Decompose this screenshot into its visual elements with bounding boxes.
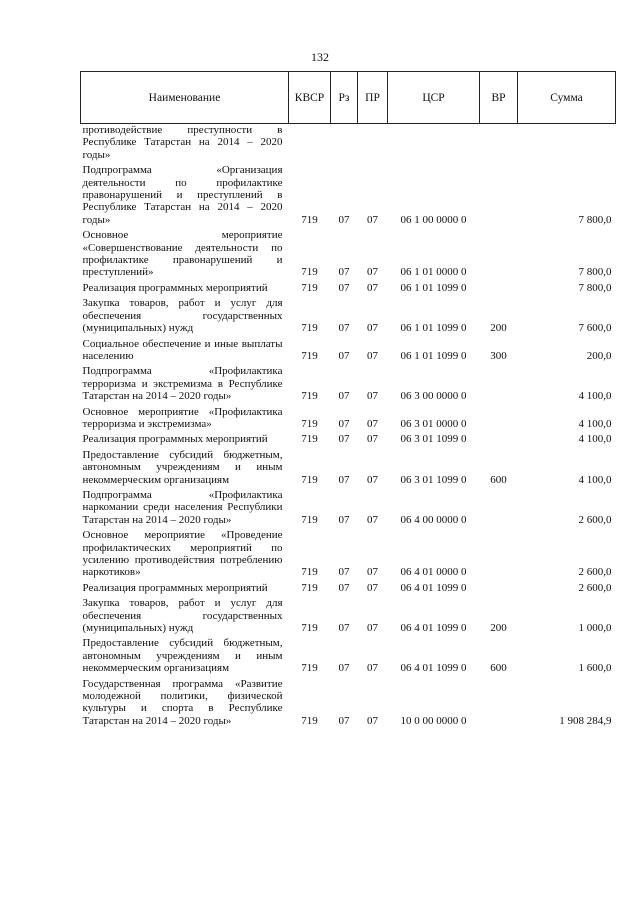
table-row [81, 363, 616, 403]
row-vr [480, 363, 518, 403]
row-vr [480, 162, 518, 227]
header-vr: ВР [480, 72, 518, 124]
row-vr [480, 227, 518, 280]
row-name: Реализация программных мероприятий [82, 281, 268, 294]
row-kvsr: 719 [301, 417, 318, 430]
row-pr: 07 [367, 281, 378, 294]
row-pr: 07 [367, 433, 378, 446]
row-kvsr: 719 [301, 213, 318, 226]
header-kvsr: КВСР [289, 72, 331, 124]
row-sum: 1 908 284,9 [559, 714, 612, 727]
row-sum: 2 600,0 [578, 513, 612, 526]
table-row [81, 280, 616, 295]
row-csr: 10 0 00 0000 0 [400, 714, 467, 727]
header-sum: Сумма [518, 72, 616, 124]
row-sum: 7 800,0 [578, 266, 612, 279]
row-pr: 07 [367, 581, 378, 594]
row-pr: 07 [367, 566, 378, 579]
row-name: Основное мероприятие «Проведение профилактических мероприятий по усилению противодействия потреблению наркотиков» [82, 529, 283, 579]
row-vr: 600 [490, 662, 507, 675]
row-kvsr: 719 [301, 513, 318, 526]
page-number: 132 [311, 50, 329, 64]
row-rz: 07 [338, 349, 350, 362]
table-header [81, 72, 616, 124]
row-name: Закупка товаров, работ и услуг для обеспечения государственных (муниципальных) нужд [82, 297, 283, 335]
row-name: противодействие преступности в Республике Татарстан на 2014 – 2020 годы» [82, 124, 283, 161]
row-name: Основное мероприятие «Профилактика терроризма и экстремизма» [82, 405, 283, 430]
row-pr: 07 [367, 266, 378, 279]
row-sum: 4 100,0 [578, 417, 612, 430]
row-pr: 07 [367, 473, 378, 486]
row-csr: 06 1 01 0000 0 [400, 266, 467, 279]
row-vr [480, 676, 518, 729]
row-pr: 07 [367, 349, 378, 362]
row-pr: 07 [367, 513, 378, 526]
row-sum: 4 100,0 [578, 390, 612, 403]
row-pr: 07 [367, 213, 378, 226]
row-kvsr: 719 [301, 566, 318, 579]
row-rz: 07 [338, 266, 350, 279]
row-sum [518, 124, 616, 163]
row-kvsr: 719 [301, 281, 318, 294]
row-kvsr: 719 [301, 433, 318, 446]
row-vr [480, 124, 518, 163]
row-kvsr: 719 [301, 622, 318, 635]
header-name: Наименование [81, 72, 289, 124]
row-rz: 07 [338, 581, 350, 594]
row-rz: 07 [338, 473, 350, 486]
row-pr: 07 [367, 417, 378, 430]
row-csr: 06 1 01 1099 0 [400, 281, 467, 294]
row-kvsr: 719 [301, 473, 318, 486]
row-sum: 2 600,0 [578, 566, 612, 579]
row-vr: 200 [490, 322, 507, 335]
table-row [81, 487, 616, 527]
table-row [81, 580, 616, 595]
row-rz: 07 [338, 281, 350, 294]
table-row [81, 676, 616, 729]
table-row [81, 635, 616, 675]
table-row [81, 124, 616, 163]
row-name: Подпрограмма «Профилактика терроризма и экстремизма в Республике Татарстан на 2014 – 2020 годы» [82, 365, 283, 403]
row-sum: 7 600,0 [578, 322, 612, 335]
row-rz: 07 [338, 322, 350, 335]
row-name: Предоставление субсидий бюджетным, автономным учреждениям и иным некоммерческим организациям [82, 448, 283, 486]
row-sum: 1 000,0 [578, 622, 612, 635]
table-row [81, 527, 616, 580]
row-csr: 06 3 01 1099 0 [400, 473, 467, 486]
row-sum: 4 100,0 [578, 433, 612, 446]
table-body [81, 124, 616, 729]
row-vr: 300 [490, 349, 507, 362]
row-name: Подпрограмма «Профилактика наркомании среди населения Республики Татарстан на 2014 – 2020 годы» [82, 488, 283, 526]
row-csr: 06 3 00 0000 0 [400, 390, 467, 403]
row-pr: 07 [367, 622, 378, 635]
row-csr [388, 124, 480, 163]
row-rz [331, 124, 358, 163]
row-sum: 7 800,0 [578, 281, 612, 294]
row-csr: 06 4 01 1099 0 [400, 581, 467, 594]
row-csr: 06 4 01 0000 0 [400, 566, 467, 579]
row-kvsr: 719 [301, 662, 318, 675]
row-sum: 1 600,0 [578, 662, 612, 675]
row-vr [480, 431, 518, 446]
row-vr: 200 [490, 622, 507, 635]
row-csr: 06 1 00 0000 0 [400, 213, 467, 226]
row-vr: 600 [490, 473, 507, 486]
row-sum: 4 100,0 [578, 473, 612, 486]
header-csr: ЦСР [388, 72, 480, 124]
row-kvsr: 719 [301, 266, 318, 279]
budget-table [80, 71, 616, 728]
row-csr: 06 4 00 0000 0 [400, 513, 467, 526]
row-kvsr [289, 124, 331, 163]
header-pr: ПР [358, 72, 388, 124]
row-kvsr: 719 [301, 322, 318, 335]
row-vr [480, 487, 518, 527]
row-vr [480, 580, 518, 595]
table-row [81, 162, 616, 227]
row-pr: 07 [367, 322, 378, 335]
row-csr: 06 3 01 0000 0 [400, 417, 467, 430]
row-kvsr: 719 [301, 349, 318, 362]
row-rz: 07 [338, 714, 350, 727]
row-name: Реализация программных мероприятий [82, 433, 268, 446]
row-csr: 06 4 01 1099 0 [400, 622, 467, 635]
row-rz: 07 [338, 390, 350, 403]
row-csr: 06 4 01 1099 0 [400, 662, 467, 675]
row-rz: 07 [338, 566, 350, 579]
row-csr: 06 1 01 1099 0 [400, 322, 467, 335]
row-sum: 7 800,0 [578, 213, 612, 226]
row-name: Государственная программа «Развитие молодежной политики, физической культуры и спорта в Республике Татарстан на 2014 – 2020 годы» [82, 677, 283, 727]
row-pr [358, 124, 388, 163]
table-row [81, 336, 616, 364]
header-rz: Рз [331, 72, 358, 124]
row-vr [480, 404, 518, 432]
table-row [81, 227, 616, 280]
table-row [81, 431, 616, 446]
row-pr: 07 [367, 662, 378, 675]
row-rz: 07 [338, 622, 350, 635]
row-name: Социальное обеспечение и иные выплаты населению [82, 337, 283, 362]
table-row [81, 595, 616, 635]
row-vr [480, 280, 518, 295]
row-kvsr: 719 [301, 714, 318, 727]
row-sum: 2 600,0 [578, 581, 612, 594]
row-sum: 200,0 [586, 349, 612, 362]
table-row [81, 404, 616, 432]
row-name: Реализация программных мероприятий [82, 581, 268, 594]
row-name: Подпрограмма «Организация деятельности по профилактике правонарушений и преступлений в Республике Татарстан на 2014 – 2020 годы» [82, 164, 283, 226]
row-name: Закупка товаров, работ и услуг для обеспечения государственных (муниципальных) нужд [82, 597, 283, 635]
row-csr: 06 3 01 1099 0 [400, 433, 467, 446]
table-row [81, 295, 616, 335]
row-csr: 06 1 01 1099 0 [400, 349, 467, 362]
row-vr [480, 527, 518, 580]
row-name: Предоставление субсидий бюджетным, автономным учреждениям и иным некоммерческим организациям [82, 637, 283, 675]
row-pr: 07 [367, 390, 378, 403]
row-kvsr: 719 [301, 390, 318, 403]
row-name: Основное мероприятие «Совершенствование деятельности по профилактике правонарушений и преступлений» [82, 229, 283, 279]
row-rz: 07 [338, 662, 350, 675]
row-pr: 07 [367, 714, 378, 727]
row-rz: 07 [338, 433, 350, 446]
row-kvsr: 719 [301, 581, 318, 594]
row-rz: 07 [338, 513, 350, 526]
row-rz: 07 [338, 213, 350, 226]
table-row [81, 447, 616, 487]
row-rz: 07 [338, 417, 350, 430]
